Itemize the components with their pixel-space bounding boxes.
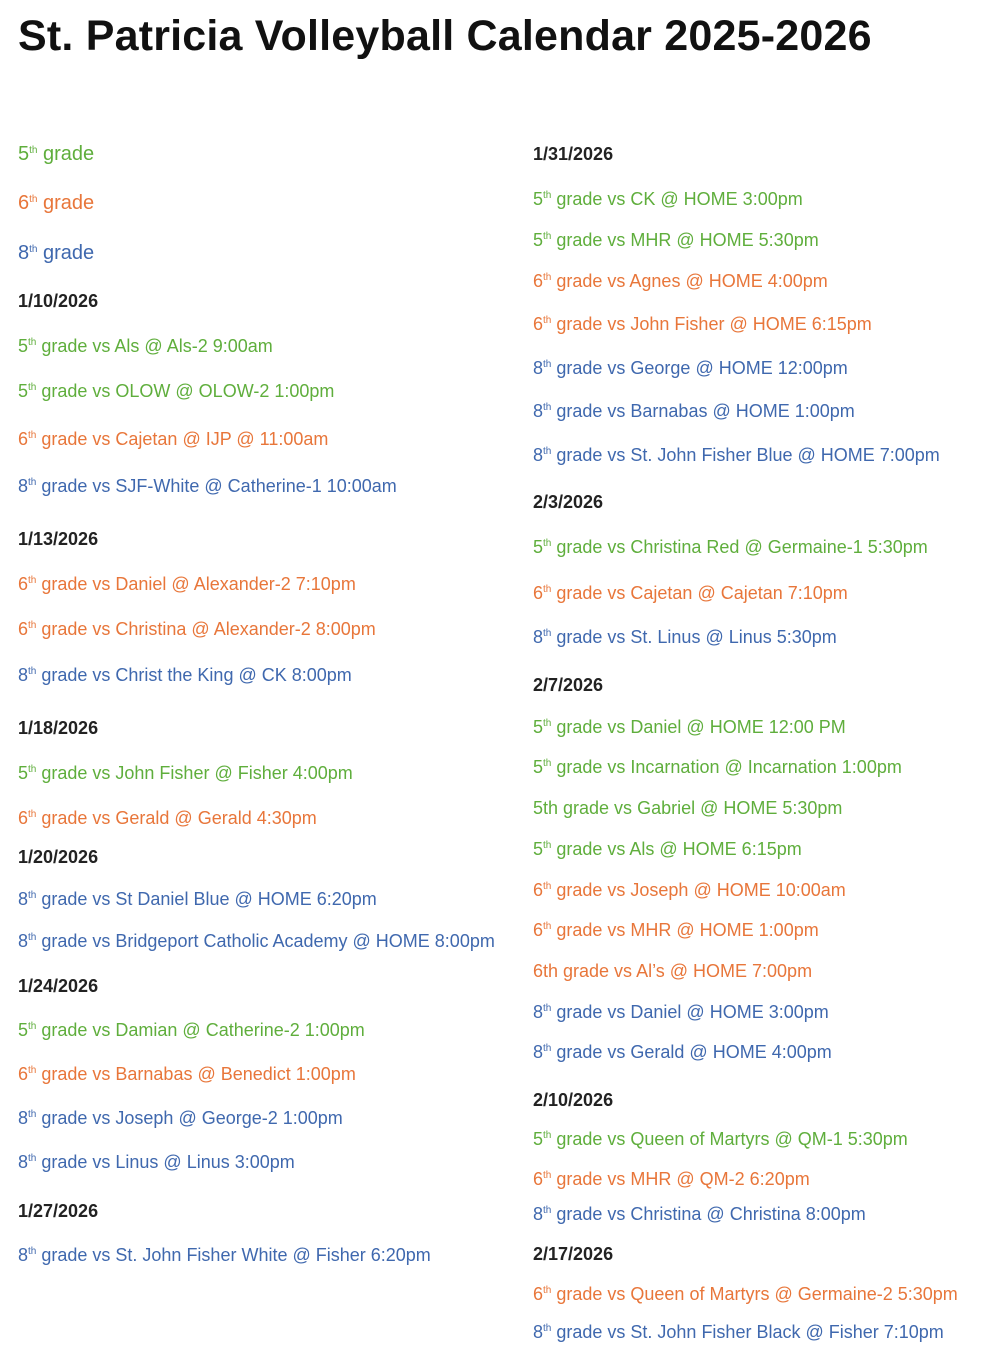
game-entry (533, 626, 837, 648)
grade-number: 8 (18, 889, 29, 909)
ordinal-suffix: th (543, 315, 552, 326)
date-text: 2/10/2026 (533, 1090, 614, 1110)
grade-number: 5 (533, 537, 544, 557)
grade-number: 8 (533, 627, 544, 647)
grade-number: 5 (18, 1020, 29, 1040)
game-entry (18, 888, 377, 910)
ordinal-suffix: th (543, 1043, 552, 1054)
game-text: grade vs MHR @ QM-2 6:20pm (551, 1169, 810, 1189)
game-entry (533, 444, 940, 466)
grade-number: 8 (18, 476, 29, 496)
legend-item-grade-8 (18, 242, 94, 264)
grade-number: 8 (533, 401, 544, 421)
ordinal-suffix: th (543, 1285, 552, 1296)
grade-number: 6 (533, 314, 544, 334)
date-text: 1/27/2026 (18, 1201, 99, 1221)
game-entry (18, 1151, 295, 1173)
game-entry (18, 1107, 343, 1129)
game-entry (18, 573, 356, 595)
date-text: 2/7/2026 (533, 675, 604, 695)
game-text: grade vs Incarnation @ Incarnation 1:00pm (551, 757, 902, 777)
grade-number: 5 (533, 757, 544, 777)
game-text: grade vs St. John Fisher Black @ Fisher 7:10pm (551, 1322, 944, 1342)
grade-number: 8 (533, 358, 544, 378)
game-text: grade vs Christina @ Alexander-2 8:00pm (36, 619, 376, 639)
grade-number: 6 (18, 574, 29, 594)
ordinal-suffix: th (543, 1130, 552, 1141)
game-entry (18, 475, 397, 497)
game-entry (18, 380, 334, 402)
game-entry (18, 762, 353, 784)
grade-number: 5 (533, 717, 544, 737)
game-entry (18, 1063, 356, 1085)
game-entry (533, 919, 819, 941)
grade-number: 8 (18, 1108, 29, 1128)
date-text: 2/3/2026 (533, 492, 604, 512)
game-text: grade vs St Daniel Blue @ HOME 6:20pm (36, 889, 377, 909)
game-text: grade vs George @ HOME 12:00pm (551, 358, 848, 378)
date-heading (18, 717, 98, 739)
ordinal-suffix: th (28, 932, 37, 943)
game-text: grade vs Daniel @ HOME 3:00pm (551, 1002, 829, 1022)
ordinal-suffix: th (543, 272, 552, 283)
game-text: grade vs St. John Fisher Blue @ HOME 7:00pm (551, 445, 940, 465)
ordinal-suffix: th (543, 584, 552, 595)
grade-number: 6 (18, 808, 29, 828)
date-text: 1/20/2026 (18, 847, 99, 867)
ordinal-suffix: th (543, 359, 552, 370)
ordinal-suffix: th (543, 758, 552, 769)
grade-number: 6 (18, 192, 30, 214)
grade-number: 6 (18, 619, 29, 639)
game-entry (533, 716, 846, 738)
game-entry (533, 879, 846, 901)
grade-number: 6 (18, 429, 29, 449)
ordinal-suffix: th (543, 1170, 552, 1181)
game-text: 5th grade vs Gabriel @ HOME 5:30pm (533, 798, 843, 818)
game-text: 6th grade vs Al’s @ HOME 7:00pm (533, 961, 813, 981)
ordinal-suffix: th (543, 1205, 552, 1216)
grade-number: 8 (18, 1152, 29, 1172)
game-text: grade (37, 242, 95, 264)
ordinal-suffix: th (28, 575, 37, 586)
date-heading (533, 1243, 613, 1265)
date-heading (18, 975, 98, 997)
game-text: grade vs Christina @ Christina 8:00pm (551, 1204, 866, 1224)
grade-number: 8 (533, 1002, 544, 1022)
ordinal-suffix: th (29, 145, 38, 156)
game-text: grade vs OLOW @ OLOW-2 1:00pm (36, 381, 335, 401)
game-text: grade vs Barnabas @ Benedict 1:00pm (36, 1064, 356, 1084)
grade-number: 8 (18, 665, 29, 685)
date-heading (18, 290, 98, 312)
game-text: grade vs Queen of Martyrs @ Germaine-2 5:30pm (551, 1284, 958, 1304)
game-text: grade vs MHR @ HOME 5:30pm (551, 230, 819, 250)
game-text: grade vs Agnes @ HOME 4:00pm (551, 271, 828, 291)
ordinal-suffix: th (543, 881, 552, 892)
grade-number: 8 (18, 242, 30, 264)
ordinal-suffix: th (28, 809, 37, 820)
grade-number: 5 (18, 381, 29, 401)
legend-item-grade-5 (18, 143, 94, 165)
game-text: grade vs Cajetan @ Cajetan 7:10pm (551, 583, 848, 603)
ordinal-suffix: th (543, 446, 552, 457)
game-entry (533, 1283, 958, 1305)
ordinal-suffix: th (543, 1003, 552, 1014)
game-entry (533, 756, 902, 778)
ordinal-suffix: th (29, 194, 38, 205)
grade-number: 6 (533, 880, 544, 900)
game-text: grade vs Daniel @ Alexander-2 7:10pm (36, 574, 356, 594)
ordinal-suffix: th (28, 1065, 37, 1076)
game-entry (533, 960, 812, 982)
game-text: grade vs John Fisher @ HOME 6:15pm (551, 314, 872, 334)
game-entry (18, 807, 317, 829)
game-text: grade vs Linus @ Linus 3:00pm (36, 1152, 295, 1172)
grade-number: 6 (533, 1284, 544, 1304)
ordinal-suffix: th (28, 764, 37, 775)
game-entry (533, 582, 848, 604)
ordinal-suffix: th (28, 430, 37, 441)
game-entry (533, 400, 855, 422)
ordinal-suffix: th (28, 1021, 37, 1032)
grade-number: 5 (533, 839, 544, 859)
game-text: grade vs MHR @ HOME 1:00pm (551, 920, 819, 940)
grade-number: 8 (18, 931, 29, 951)
game-entry (533, 1041, 832, 1063)
game-text: grade vs SJF-White @ Catherine-1 10:00am (36, 476, 397, 496)
date-heading (533, 491, 603, 513)
game-text: grade vs Joseph @ HOME 10:00am (551, 880, 846, 900)
game-entry (533, 536, 928, 558)
game-text: grade vs John Fisher @ Fisher 4:00pm (36, 763, 353, 783)
ordinal-suffix: th (28, 477, 37, 488)
date-text: 1/24/2026 (18, 976, 99, 996)
game-entry (18, 930, 495, 952)
game-text: grade vs Bridgeport Catholic Academy @ HOME 8:00pm (36, 931, 495, 951)
date-heading (18, 846, 98, 868)
date-text: 2/17/2026 (533, 1244, 614, 1264)
game-entry (18, 664, 352, 686)
ordinal-suffix: th (543, 538, 552, 549)
ordinal-suffix: th (543, 921, 552, 932)
date-heading (18, 528, 98, 550)
grade-number: 6 (533, 583, 544, 603)
game-text: grade (37, 192, 95, 214)
ordinal-suffix: th (543, 190, 552, 201)
game-entry (533, 1168, 810, 1190)
ordinal-suffix: th (29, 244, 38, 255)
game-text: grade vs Cajetan @ IJP @ 11:00am (36, 429, 329, 449)
game-text: grade vs CK @ HOME 3:00pm (551, 189, 803, 209)
page-title: St. Patricia Volleyball Calendar 2025-2026 (18, 12, 872, 60)
game-entry (18, 1244, 431, 1266)
game-entry (533, 357, 848, 379)
game-text: grade vs St. John Fisher White @ Fisher 6:20pm (36, 1245, 431, 1265)
grade-number: 8 (533, 445, 544, 465)
grade-number: 6 (533, 920, 544, 940)
date-text: 1/13/2026 (18, 529, 99, 549)
ordinal-suffix: th (28, 1246, 37, 1257)
date-heading (533, 674, 603, 696)
grade-number: 5 (18, 143, 30, 165)
game-text: grade vs Damian @ Catherine-2 1:00pm (36, 1020, 365, 1040)
game-entry (18, 428, 328, 450)
ordinal-suffix: th (543, 231, 552, 242)
game-entry (533, 1001, 829, 1023)
game-entry (533, 229, 819, 251)
grade-number: 8 (533, 1042, 544, 1062)
ordinal-suffix: th (28, 1109, 37, 1120)
ordinal-suffix: th (543, 1323, 552, 1334)
ordinal-suffix: th (28, 620, 37, 631)
date-heading (533, 143, 613, 165)
game-entry (18, 335, 273, 357)
game-text: grade vs Gerald @ HOME 4:00pm (551, 1042, 832, 1062)
grade-number: 5 (533, 1129, 544, 1149)
game-entry (533, 838, 802, 860)
game-entry (533, 797, 842, 819)
game-text: grade vs St. Linus @ Linus 5:30pm (551, 627, 837, 647)
date-text: 1/18/2026 (18, 718, 99, 738)
game-entry (533, 188, 803, 210)
game-text: grade vs Daniel @ HOME 12:00 PM (551, 717, 846, 737)
grade-number: 5 (18, 336, 29, 356)
game-text: grade vs Joseph @ George-2 1:00pm (36, 1108, 343, 1128)
grade-number: 6 (18, 1064, 29, 1084)
game-entry (533, 1203, 866, 1225)
game-entry (18, 1019, 365, 1041)
game-entry (533, 1321, 944, 1343)
game-text: grade vs Als @ HOME 6:15pm (551, 839, 802, 859)
date-heading (533, 1089, 613, 1111)
date-heading (18, 1200, 98, 1222)
ordinal-suffix: th (28, 1153, 37, 1164)
ordinal-suffix: th (543, 840, 552, 851)
game-text: grade vs Christ the King @ CK 8:00pm (36, 665, 352, 685)
grade-number: 8 (533, 1322, 544, 1342)
ordinal-suffix: th (28, 382, 37, 393)
ordinal-suffix: th (28, 337, 37, 348)
game-entry (533, 1128, 908, 1150)
legend-item-grade-6 (18, 192, 94, 214)
game-text: grade vs Gerald @ Gerald 4:30pm (36, 808, 317, 828)
grade-number: 5 (18, 763, 29, 783)
ordinal-suffix: th (543, 718, 552, 729)
game-text: grade vs Als @ Als-2 9:00am (36, 336, 273, 356)
game-text: grade vs Queen of Martyrs @ QM-1 5:30pm (551, 1129, 908, 1149)
date-text: 1/31/2026 (533, 144, 614, 164)
ordinal-suffix: th (28, 890, 37, 901)
grade-number: 5 (533, 230, 544, 250)
game-text: grade (37, 143, 95, 165)
ordinal-suffix: th (28, 666, 37, 677)
grade-number: 8 (533, 1204, 544, 1224)
game-text: grade vs Christina Red @ Germaine-1 5:30pm (551, 537, 928, 557)
ordinal-suffix: th (543, 402, 552, 413)
game-entry (18, 618, 376, 640)
ordinal-suffix: th (543, 628, 552, 639)
grade-number: 6 (533, 1169, 544, 1189)
game-text: grade vs Barnabas @ HOME 1:00pm (551, 401, 855, 421)
grade-number: 8 (18, 1245, 29, 1265)
grade-number: 6 (533, 271, 544, 291)
date-text: 1/10/2026 (18, 291, 99, 311)
game-entry (533, 313, 872, 335)
game-entry (533, 270, 828, 292)
grade-number: 5 (533, 189, 544, 209)
